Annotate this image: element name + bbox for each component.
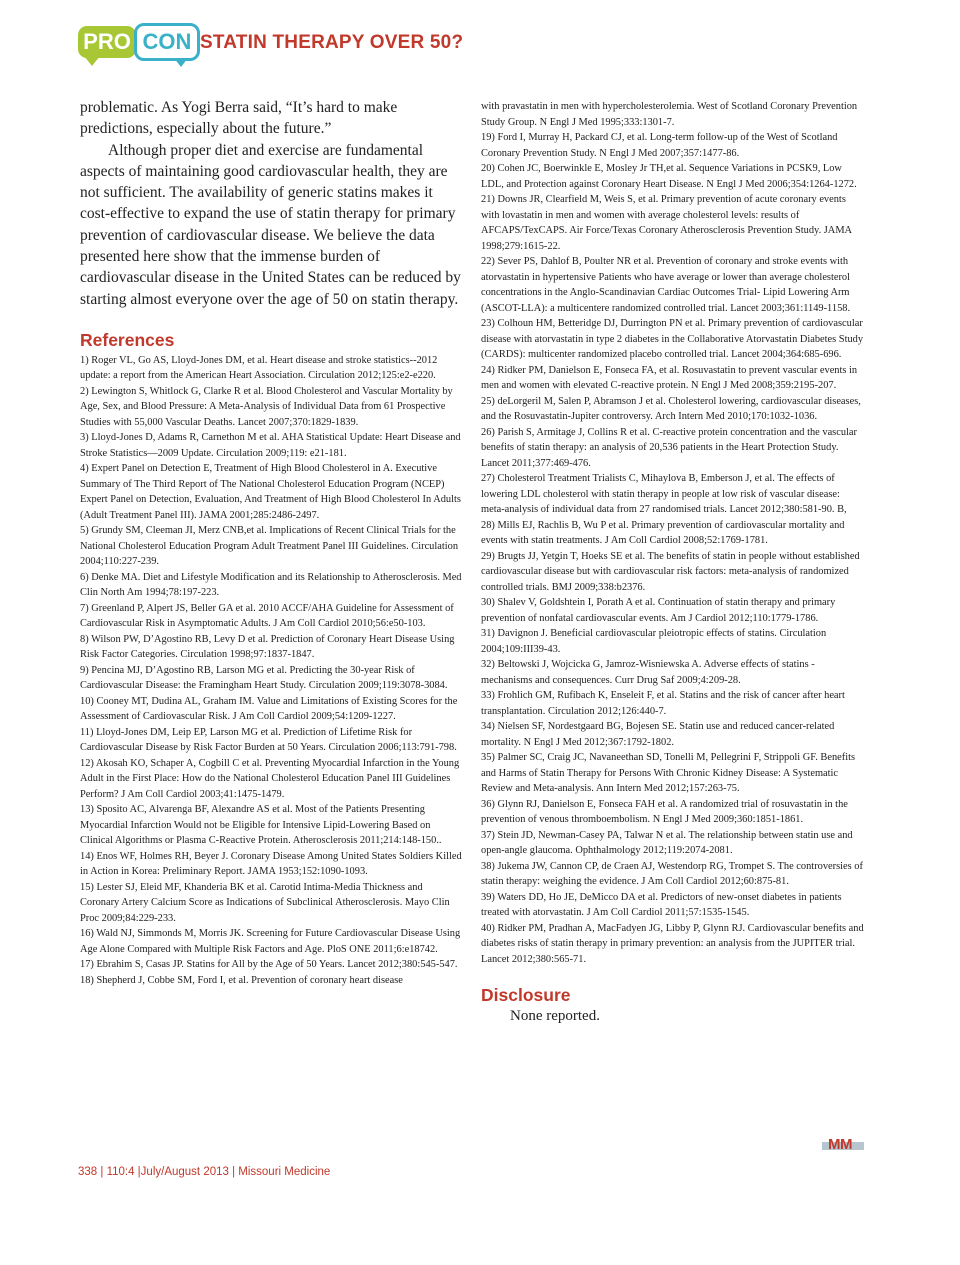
references-list-left <box>80 353 464 989</box>
reference-item: 3) Lloyd-Jones D, Adams R, Carnethon M et al. AHA Statistical Update: Heart Disease and Stroke Statistics—2009 Update. Circulation 2009;119: e21-181. <box>80 432 461 459</box>
reference-item: 19) Ford I, Murray H, Packard CJ, et al. Long-term follow-up of the West of Scotland Coronary Prevention Study. N Engl J Med 2007;357:1477-86. <box>481 132 838 159</box>
references-heading: References <box>80 329 175 350</box>
reference-item: 4) Expert Panel on Detection E, Treatment of High Blood Cholesterol in A. Executive Summary of The Third Report of The National Cholesterol Education Program (NCEP) Expert Panel on Detection, Evaluation, And Treatment of High Blood Cholesterol In Adults (Adult Treatment Panel III). JAMA 2001;285:2486-2497. <box>80 463 461 521</box>
reference-item: 13) Sposito AC, Alvarenga BF, Alexandre AS et al. Most of the Patients Presenting Myocardial Infarction Would not be Eligible for Intensive Lipid-Lowering Based on Clinical Algorithms or Plasma C-Reactive Protein. Atherosclerosis 2011;214:148-150.. <box>80 804 442 847</box>
reference-item: 37) Stein JD, Newman-Casey PA, Talwar N et al. The relationship between statin use and open-angle glaucoma. Ophthalmology 2012;119:2074-2081. <box>481 829 853 856</box>
reference-item: 22) Sever PS, Dahlof B, Poulter NR et al. Prevention of coronary and stroke events with atorvastatin in hypertensive Patients who have average or lower than average cholesterol concentrations in the Anglo-Scandinavian Cardiac Outcomes Trial- Lipid Lowering Arm (ASCOT-LLA): a multicentere randomized controlled trial. Lancet 2003;361:1149-1158. <box>481 256 851 314</box>
reference-item: 5) Grundy SM, Cleeman JI, Merz CNB,et al. Implications of Recent Clinical Trials for the National Cholesterol Education Program Adult Treatment Panel III Guidelines. Circulation 2004;110:227-239. <box>80 525 459 568</box>
reference-item: 1) Roger VL, Go AS, Lloyd-Jones DM, et al. Heart disease and stroke statistics--2012 update: a report from the American Heart Association. Circulation 2012;125:e2-e220. <box>80 354 438 382</box>
reference-item: 34) Nielsen SF, Nordestgaard BG, Bojesen SE. Statin use and reduced cancer-related mortality. N Engl J Med 2012;367:1792-1802. <box>481 721 835 748</box>
logo-con-tail-icon <box>174 58 188 67</box>
reference-item: 9) Pencina MJ, D’Agostino RB, Larson MG et al. Predicting the 30-year Risk of Cardiovascular Disease: the Framingham Heart Study. Circulation 2009;119:3078-3084. <box>80 664 448 692</box>
reference-item: 11) Lloyd-Jones DM, Leip EP, Larson MG et al. Prediction of Lifetime Risk for Cardiovascular Disease by Risk Factor Burden at 50 Years. Circulation 2006;113:791-798. <box>80 726 457 754</box>
reference-item: 40) Ridker PM, Pradhan A, MacFadyen JG, Libby P, Glynn RJ. Cardiovascular benefits and diabetes risks of statin therapy in primary prevention: an analysis from the JUPITER trial. Lancet 2012;380:565-71. <box>481 922 864 965</box>
references-list-right <box>481 99 866 967</box>
disclosure-text: None reported. <box>510 1008 600 1024</box>
reference-item: 28) Mills EJ, Rachlis B, Wu P et al. Primary prevention of cardiovascular mortality and events with statin treatments. J Am Coll Cardiol 2008;52:1769-1781. <box>481 519 845 546</box>
reference-item: 15) Lester SJ, Eleid MF, Khanderia BK et al. Carotid Intima-Media Thickness and Coronary Artery Calcium Score as Indications of Subclinical Atherosclerosis. Mayo Clin Proc 2009;84:229-233. <box>80 881 450 924</box>
body-paragraph-2: Although proper diet and exercise are fundamental aspects of maintaining good cardiovascular health, they are not sufficient. The availability of generic statins makes it cost-effective to expand the use of statin therapy for primary prevention of cardiovascular disease. We believe the data presented here show that the immense burden of cardiovascular disease in the United States can be reduced by starting almost everyone over the age of 50 on statin therapy. <box>80 141 461 308</box>
logo-con-label: CON <box>142 29 192 54</box>
reference-item: 12) Akosah KO, Schaper A, Cogbill C et al. Preventing Myocardial Infarction in the Young Adult in the First Place: How do the National Cholesterol Education Panel III Guidelines Perform? J Am Coll Cardiol 2003;41:1475-1479. <box>80 757 460 800</box>
reference-item: 8) Wilson PW, D’Agostino RB, Levy D et al. Prediction of Coronary Heart Disease Using Risk Factor Categories. Circulation 1998;97:1837-1847. <box>80 633 455 661</box>
reference-item: 17) Ebrahim S, Casas JP. Statins for All by the Age of 50 Years. Lancet 2012;380:545-547. <box>80 959 458 971</box>
reference-item: 24) Ridker PM, Danielson E, Fonseca FA, et al. Rosuvastatin to prevent vascular events in men and women with elevated C-reactive protein. N Engl J Med 2008;359:2195-207. <box>481 364 858 391</box>
reference-item: 33) Frohlich GM, Rufibach K, Enseleit F, et al. Statins and the risk of cancer after heart transplantation. Circulation 2012;126:440-7. <box>481 690 845 717</box>
left-column <box>80 97 464 988</box>
reference-item: 31) Davignon J. Beneficial cardiovascular pleiotropic effects of statins. Circulation 2004;109:III39-43. <box>481 628 827 655</box>
end-mark-text: MM <box>828 1136 852 1153</box>
reference-item: 2) Lewington S, Whitlock G, Clarke R et al. Blood Cholesterol and Vascular Mortality by Age, Sex, and Blood Pressure: A Meta-Analysis of Individual Data from 61 Prospective Studies with 55,000 Vascular Deaths. Lancet 2007;370:1829-1839. <box>80 385 453 428</box>
body-paragraph-1: problematic. As Yogi Berra said, “It’s hard to make predictions, especially about the future.” <box>80 99 398 138</box>
reference-item: 26) Parish S, Armitage J, Collins R et al. C-reactive protein concentration and the vascular benefits of statin therapy: an analysis of 20,536 patients in the Heart Protection Study. Lancet 2011;377:469-476. <box>481 426 857 469</box>
disclosure-heading: Disclosure <box>481 985 571 1005</box>
reference-item: 18) Shepherd J, Cobbe SM, Ford I, et al. Prevention of coronary heart disease <box>80 974 403 986</box>
reference-item: 21) Downs JR, Clearfield M, Weis S, et al. Primary prevention of acute coronary events with lovastatin in men and women with average cholesterol levels: results of AFCAPS/TexCAPS. Air Force/Texas Coronary Atherosclerosis Prevention Study. JAMA 1998;279:1615-22. <box>481 194 852 252</box>
section-header-title: STATIN THERAPY OVER 50? <box>200 32 464 53</box>
reference-item: 35) Palmer SC, Craig JC, Navaneethan SD, Tonelli M, Pellegrini F, Strippoli GF. Benefits and Harms of Statin Therapy for Persons With Chronic Kidney Disease: A Systematic Review and Meta-analysis. Ann Intern Med 2012;157:263-75. <box>481 752 856 794</box>
reference-item: 10) Cooney MT, Dudina AL, Graham IM. Value and Limitations of Existing Scores for the Assessment of Cardiovascular Risk. J Am Coll Cardiol 2009;54:1209-1227. <box>80 695 458 723</box>
reference-item: 36) Glynn RJ, Danielson E, Fonseca FAH et al. A randomized trial of rosuvastatin in the prevention of venous thromboembolism. N Engl J Med 2009;360:1851-1861. <box>481 798 848 825</box>
reference-item: with pravastatin in men with hypercholesterolemia. West of Scotland Coronary Prevention Study Group. N Engl J Med 1995;333:1301-7. <box>481 101 858 128</box>
reference-item: 32) Beltowski J, Wojcicka G, Jamroz-Wisniewska A. Adverse effects of statins - mechanisms and consequences. Curr Drug Saf 2009;4:209-28. <box>481 659 815 686</box>
reference-item: 14) Enos WF, Holmes RH, Beyer J. Coronary Disease Among United States Soldiers Killed in Action in Korea: Preliminary Report. JAMA 1953;152:1090-1093. <box>80 850 462 878</box>
procon-logo <box>78 26 198 64</box>
reference-item: 7) Greenland P, Alpert JS, Beller GA et al. 2010 ACCF/AHA Guideline for Assessment of Cardiovascular Risk in Asymptomatic Adults. J Am Coll Cardiol 2010;56:e50-103. <box>80 602 454 630</box>
page-footer: 338 | 110:4 |July/August 2013 | Missouri Medicine <box>78 1166 331 1178</box>
reference-item: 20) Cohen JC, Boerwinkle E, Mosley Jr TH,et al. Sequence Variations in PCSK9, Low LDL, and Protection against Coronary Heart Disease. N Engl J Med 2006;354:1264-1272. <box>481 163 857 190</box>
reference-item: 27) Cholesterol Treatment Trialists C, Mihaylova B, Emberson J, et al. The effects of lowering LDL cholesterol with statin therapy in people at low risk of vascular disease: meta-analysis of individual data from 27 randomised trials. Lancet 2012;380:581-90. B, <box>481 473 847 515</box>
reference-item: 16) Wald NJ, Simmonds M, Morris JK. Screening for Future Cardiovascular Disease Using Age Alone Compared with Multiple Risk Factors and Age. PloS ONE 2011;6:e18742. <box>80 928 461 955</box>
end-of-article-mark <box>822 1138 864 1152</box>
reference-item: 39) Waters DD, Ho JE, DeMicco DA et al. Predictors of new-onset diabetes in patients treated with atorvastatin. J Am Coll Cardiol 2011;57:1535-1545. <box>481 891 842 918</box>
reference-item: 25) deLorgeril M, Salen P, Abramson J et al. Cholesterol lowering, cardiovascular diseases, and the Rosuvastatin-Jupiter controversy. Arch Intern Med 2010;170:1032-1036. <box>481 395 861 422</box>
logo-pro-tail-icon <box>84 56 100 66</box>
reference-item: 29) Brugts JJ, Yetgin T, Hoeks SE et al. The benefits of statin in people without established cardiovascular disease but with cardiovascular risk factors: meta-analysis of randomized controlled trials. BMJ 2009;338:b2376. <box>481 550 860 593</box>
logo-pro-badge: PRO <box>78 26 136 58</box>
reference-item: 6) Denke MA. Diet and Lifestyle Modification and its Relationship to Atherosclerosis. Med Clin North Am 1994;78:197-223. <box>80 571 462 599</box>
reference-item: 38) Jukema JW, Cannon CP, de Craen AJ, Westendorp RG, Trompet S. The controversies of statin therapy: weighing the evidence. J Am Coll Cardiol 2012;60:875-81. <box>481 860 863 887</box>
logo-con-badge <box>134 23 200 61</box>
reference-item: 30) Shalev V, Goldshtein I, Porath A et al. Continuation of statin therapy and primary prevention of nonfatal cardiovascular events. Am J Cardiol 2012;110:1779-1786. <box>481 597 836 624</box>
right-column <box>481 99 866 1025</box>
reference-item: 23) Colhoun HM, Betteridge DJ, Durrington PN et al. Primary prevention of cardiovascular disease with atorvastatin in type 2 diabetes in the Collaborative Atorvastatin Diabetes Study (CARDS): multicenter randomized placebo controlled trial. Lancet 2004;364:685-696. <box>481 318 864 360</box>
